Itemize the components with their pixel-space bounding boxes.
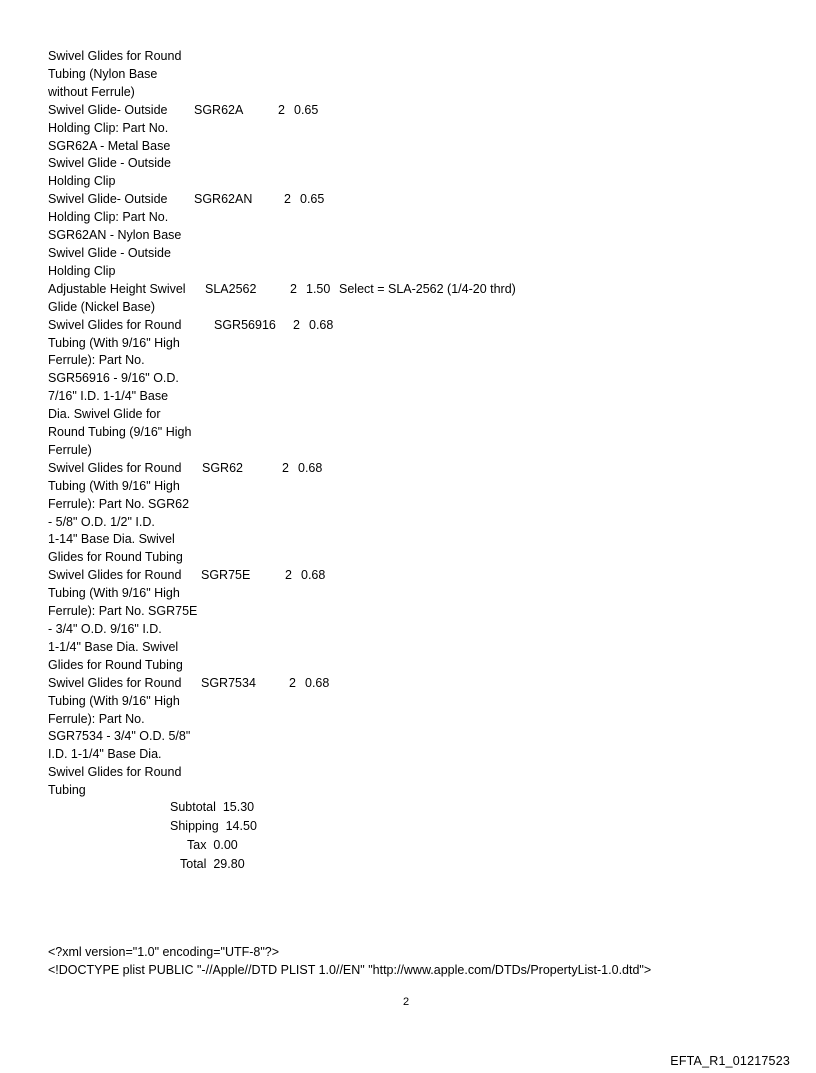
item-part-number: SGR62 [202, 460, 243, 475]
line-item [48, 102, 768, 192]
description-line: SGR56916 - 9/16" O.D. [48, 371, 179, 386]
total-value: 29.80 [213, 857, 245, 871]
tax-value: 0.00 [213, 838, 238, 852]
description-line: Swivel Glide - Outside [48, 245, 171, 260]
document-id: EFTA_R1_01217523 [670, 1054, 790, 1068]
description-line: SGR62A - Metal Base [48, 138, 171, 153]
tax-label: Tax [187, 838, 207, 852]
description-line: Swivel Glide - Outside [48, 156, 171, 171]
description-line: Swivel Glides for Round [48, 675, 182, 690]
item-price: 0.65 [294, 102, 319, 117]
line-item [48, 48, 768, 102]
shipping-line [170, 818, 257, 836]
item-quantity: 2 [290, 281, 297, 296]
shipping-label: Shipping [170, 819, 219, 833]
item-quantity: 2 [289, 675, 296, 690]
description-line: Tubing (With 9/16" High [48, 693, 180, 708]
line-item [48, 191, 768, 281]
description-line: Holding Clip [48, 263, 116, 278]
description-line: Ferrule): Part No. SGR62 [48, 496, 190, 511]
item-description [48, 191, 206, 281]
description-line: Tubing (With 9/16" High [48, 335, 180, 350]
item-part-number: SLA2562 [205, 281, 257, 296]
description-line: Ferrule) [48, 442, 92, 457]
shipping-value: 14.50 [225, 819, 257, 833]
description-line: Ferrule): Part No. [48, 711, 145, 726]
item-price: 0.65 [300, 192, 325, 207]
item-quantity: 2 [284, 192, 291, 207]
description-line: Swivel Glides for Round [48, 765, 182, 780]
description-line: 7/16" I.D. 1-1/4" Base [48, 389, 169, 404]
item-note: Select = SLA-2562 (1/4-20 thrd) [339, 281, 516, 296]
description-line: Dia. Swivel Glide for [48, 407, 161, 422]
line-item [48, 317, 768, 460]
description-line: Tubing [48, 783, 86, 798]
description-line: Swivel Glides for Round [48, 568, 182, 583]
description-line: Tubing (With 9/16" High [48, 586, 180, 601]
item-price: 0.68 [309, 317, 334, 332]
description-line: Ferrule): Part No. SGR75E [48, 604, 198, 619]
description-line: Holding Clip: Part No. [48, 210, 169, 225]
item-part-number: SGR7534 [201, 675, 256, 690]
tax-line [187, 837, 238, 855]
item-description [48, 281, 206, 317]
description-line: 1-1/4" Base Dia. Swivel [48, 639, 179, 654]
item-description [48, 567, 206, 674]
description-line: Holding Clip: Part No. [48, 120, 169, 135]
xml-declaration: <?xml version="1.0" encoding="UTF-8"?> [48, 945, 280, 959]
item-part-number: SGR62A [194, 102, 244, 117]
item-quantity: 2 [278, 102, 285, 117]
line-item [48, 281, 768, 317]
description-line: 1-14" Base Dia. Swivel [48, 532, 175, 547]
description-line: Glides for Round Tubing [48, 550, 183, 565]
description-line: - 3/4" O.D. 9/16" I.D. [48, 622, 162, 636]
description-line: Glides for Round Tubing [48, 657, 183, 672]
line-item [48, 567, 768, 674]
description-line: Tubing (Nylon Base [48, 66, 158, 81]
description-line: Swivel Glide- Outside [48, 102, 168, 117]
description-line: Round Tubing (9/16" High [48, 425, 192, 440]
subtotal-label: Subtotal [170, 800, 216, 814]
description-line: - 5/8" O.D. 1/2" I.D. [48, 514, 155, 529]
description-line: SGR7534 - 3/4" O.D. 5/8" [48, 729, 191, 744]
description-line: Tubing (With 9/16" High [48, 478, 180, 493]
line-item [48, 675, 768, 800]
description-line: Holding Clip [48, 174, 116, 189]
order-items [48, 48, 768, 800]
description-line: Ferrule): Part No. [48, 353, 145, 368]
description-line: Swivel Glide- Outside [48, 192, 168, 207]
item-description [48, 48, 206, 102]
item-price: 0.68 [298, 460, 323, 475]
description-line: Swivel Glides for Round [48, 49, 182, 63]
description-line: Swivel Glides for Round [48, 460, 182, 475]
line-item [48, 460, 768, 567]
doctype-line: <!DOCTYPE plist PUBLIC "-//Apple//DTD PLIST 1.0//EN" "http://www.apple.com/DTDs/PropertyList-1.0.dtd"> [48, 963, 652, 977]
xml-header [48, 943, 651, 979]
item-quantity: 2 [285, 568, 292, 583]
description-line: SGR62AN - Nylon Base [48, 228, 182, 243]
total-label: Total [180, 857, 207, 871]
item-part-number: SGR56916 [214, 317, 276, 332]
item-part-number: SGR62AN [194, 192, 253, 207]
item-description [48, 460, 206, 567]
subtotal-value: 15.30 [222, 800, 255, 814]
description-line: Adjustable Height Swivel [48, 281, 186, 296]
page-number: 2 [403, 996, 410, 1008]
item-price: 1.50 [306, 281, 331, 296]
item-description [48, 675, 206, 800]
description-line: I.D. 1-1/4" Base Dia. [48, 747, 162, 762]
item-description [48, 317, 206, 460]
description-line: Glide (Nickel Base) [48, 299, 155, 314]
total-line [180, 856, 245, 874]
description-line: Swivel Glides for Round [48, 317, 182, 332]
item-price: 0.68 [301, 568, 326, 583]
item-quantity: 2 [293, 317, 300, 332]
item-price: 0.68 [305, 675, 330, 690]
item-description [48, 102, 206, 192]
item-quantity: 2 [282, 460, 289, 475]
description-line: without Ferrule) [48, 84, 135, 99]
item-part-number: SGR75E [201, 568, 251, 583]
subtotal-line [170, 799, 254, 817]
